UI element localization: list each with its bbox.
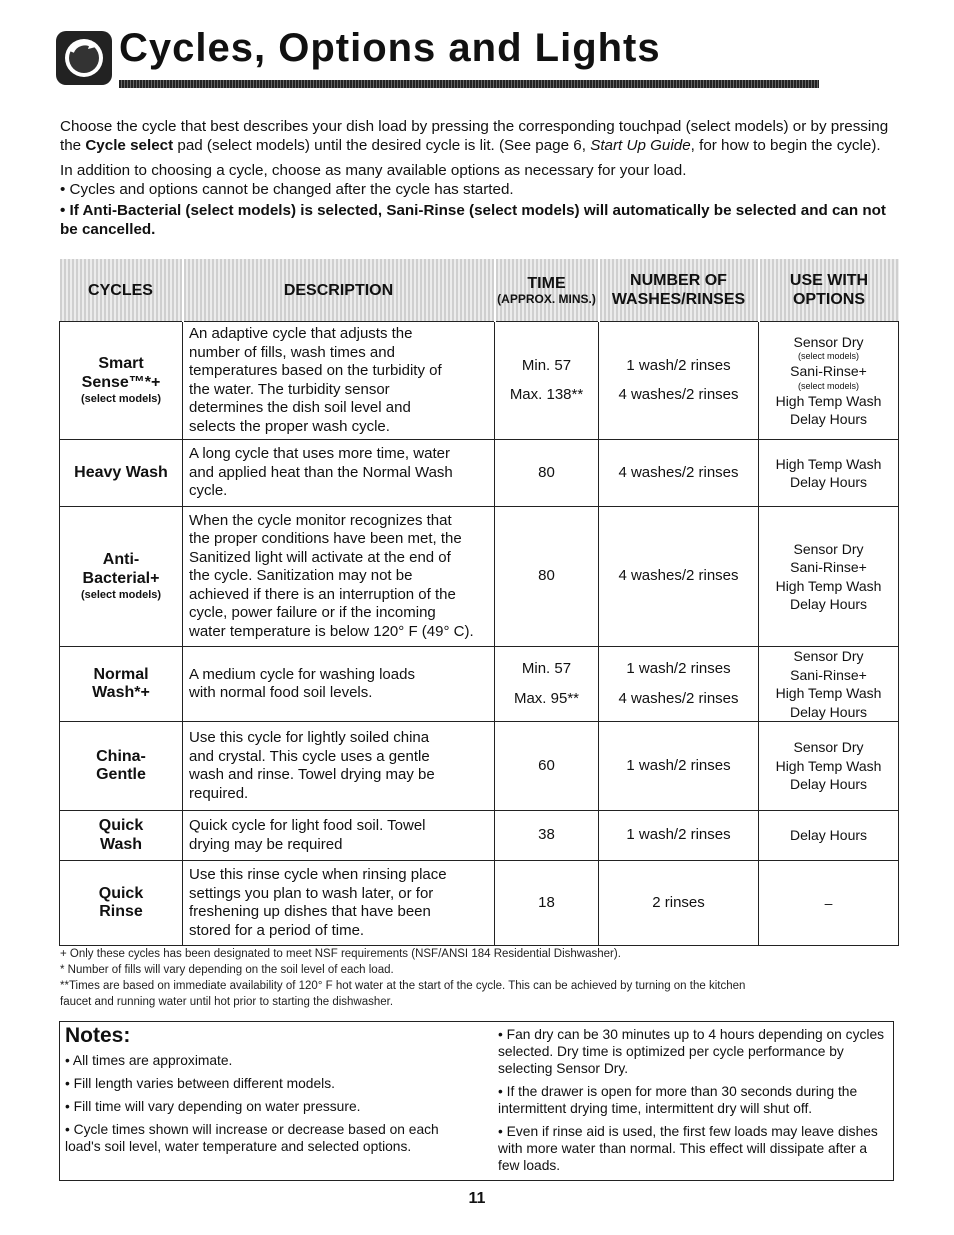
page-number: 11	[468, 1190, 486, 1207]
description-line: the proper conditions have been met, the	[189, 530, 462, 548]
description-line: wash and rinse. Towel drying may be	[189, 766, 435, 783]
description-line: selects the proper wash cycle.	[189, 417, 390, 435]
description-line: water temperature is below 120° F (49° C).	[189, 622, 474, 640]
footnote-star: * Number of fills will vary depending on the soil level of each load.	[60, 964, 394, 976]
footnotes	[60, 946, 920, 1010]
intro-text	[60, 117, 900, 239]
intro-p1-a: Choose the cycle that best describes your dish load by pressing the corresponding touchpad (select models) or by pressing the	[60, 118, 889, 154]
time-cell: 80	[495, 507, 599, 647]
option-item: Delay Hours	[789, 827, 868, 844]
cycle-name-cell	[60, 322, 183, 440]
note-item: • All times are approximate.	[65, 1053, 233, 1068]
footnote-plus: + Only these cycles has been designated to meet NSF requirements (NSF/ANSI 184 Residential Dishwasher).	[60, 948, 621, 960]
header-washes: NUMBER OF WASHES/RINSES	[599, 259, 759, 322]
cycle-note: (select models)	[80, 393, 162, 405]
cycle-name-cell	[60, 507, 183, 647]
description-line: determines the dish soil level and	[189, 399, 411, 416]
cycle-name: Gentle	[96, 766, 146, 783]
cycle-name-cell	[60, 722, 183, 811]
options-cell	[759, 440, 899, 507]
washes-cell: 1 wash/2 rinses	[599, 811, 759, 861]
option-item: Sensor Dry	[793, 333, 864, 350]
description-line: cycle, power failure or if the incoming	[189, 604, 436, 622]
time-value: Min. 57	[521, 660, 572, 677]
description-cell	[183, 440, 495, 507]
notes-title: Notes:	[65, 1024, 131, 1047]
time-cell: 18	[495, 861, 599, 946]
cycle-name: Anti-	[102, 551, 140, 568]
intro-bullet-1: • Cycles and options cannot be changed after the cycle has started.	[60, 181, 514, 198]
note-item: • If the drawer is open for more than 30 seconds during the intermittent drying time, intermittent dry will shut off.	[498, 1084, 858, 1116]
table-header-row	[60, 259, 899, 322]
description-line: A medium cycle for washing loads	[189, 665, 415, 683]
option-item: –	[824, 894, 833, 911]
washes-cell: 4 washes/2 rinses	[599, 440, 759, 507]
washes-cell: 4 washes/2 rinses	[599, 507, 759, 647]
intro-p1-b: pad (select models) until the desired cycle is lit. (See page 6,	[173, 137, 591, 154]
cycle-name: Quick	[98, 884, 144, 902]
header-time-label: TIME	[527, 275, 566, 292]
page-header	[55, 26, 760, 88]
note-item: • Fan dry can be 30 minutes up to 4 hours depending on cycles selected. Dry time is optimized per cycle performance by selecting Sensor Dry.	[498, 1027, 885, 1076]
option-item: High Temp Wash	[775, 577, 882, 594]
option-note: (select models)	[797, 351, 860, 361]
table-row	[60, 647, 899, 722]
description-cell	[183, 861, 495, 946]
notes-box	[59, 1021, 894, 1181]
page-title: Cycles, Options and Lights	[119, 26, 661, 70]
cycle-name: Quick	[98, 817, 144, 834]
time-cell: 38	[495, 811, 599, 861]
description-line: and applied heat than the Normal Wash	[189, 463, 453, 481]
option-item: High Temp Wash	[775, 455, 882, 472]
header-cycles: CYCLES	[60, 259, 183, 322]
header-time	[495, 259, 599, 322]
option-item: Sani-Rinse+	[790, 363, 867, 379]
description-line: temperatures based on the turbidity of	[189, 362, 442, 379]
description-cell	[183, 507, 495, 647]
note-item: • Even if rinse aid is used, the first few loads may leave dishes with more water than normal. This effect will dissipate after a few loads.	[498, 1124, 878, 1173]
description-line: Quick cycle for light food soil. Towel	[189, 817, 426, 834]
footnote-double-star: **Times are based on immediate availability of 120° F hot water at the start of the cycle. This can be achieved by turning on the kitchen	[60, 980, 746, 992]
description-cell	[183, 722, 495, 811]
description-line: the cycle. Sanitization may not be	[189, 567, 413, 585]
description-cell	[183, 647, 495, 722]
option-item: Delay Hours	[789, 776, 868, 793]
washes-value: 1 wash/2 rinses	[626, 660, 731, 677]
time-value: Min. 57	[521, 356, 572, 374]
table-row	[60, 440, 899, 507]
option-item: Sensor Dry	[793, 540, 864, 557]
intro-p1-c: , for how to begin the cycle).	[690, 137, 881, 154]
time-value: Max. 95**	[513, 689, 580, 707]
intro-bullet-2: • If Anti-Bacterial (select models) is selected, Sani-Rinse (select models) will automatically be selected and can not be cancelled.	[60, 202, 886, 238]
table-row	[60, 322, 899, 440]
cycle-name: Bacterial+	[82, 569, 160, 587]
cycles-table	[59, 259, 899, 946]
time-cell	[495, 647, 599, 722]
time-cell: 80	[495, 440, 599, 507]
intro-p1-bold: Cycle select	[85, 137, 174, 154]
option-note: (select models)	[797, 380, 860, 391]
option-item: High Temp Wash	[775, 392, 882, 409]
description-line: drying may be required	[189, 835, 343, 853]
option-item: High Temp Wash	[775, 685, 882, 701]
description-line: and crystal. This cycle uses a gentle	[189, 747, 430, 765]
intro-paragraph-2: In addition to choosing a cycle, choose as many available options as necessary for your load.	[60, 162, 687, 179]
time-cell	[495, 322, 599, 440]
time-value: Max. 138**	[509, 386, 584, 403]
washes-value: 1 wash/2 rinses	[626, 356, 731, 374]
options-cell	[759, 322, 899, 440]
option-item: Sani-Rinse+	[790, 666, 867, 683]
title-underline	[119, 80, 819, 88]
table-row	[60, 861, 899, 946]
notes-left-column	[65, 1052, 475, 1161]
table-row	[60, 722, 899, 811]
cycle-name: Smart	[98, 355, 144, 372]
description-line: number of fills, wash times and	[189, 343, 395, 361]
option-item: Sensor Dry	[793, 648, 864, 664]
description-line: When the cycle monitor recognizes that	[189, 511, 452, 529]
header-options: USE WITH OPTIONS	[759, 259, 899, 322]
description-line: required.	[189, 784, 249, 802]
table-row	[60, 811, 899, 861]
dishwasher-cycle-icon	[55, 30, 113, 86]
washes-value: 4 washes/2 rinses	[618, 689, 739, 707]
cycle-name-cell	[60, 440, 183, 507]
description-line: Use this rinse cycle when rinsing place	[189, 866, 447, 883]
option-item: Delay Hours	[789, 703, 868, 720]
options-cell	[759, 861, 899, 946]
description-cell	[183, 811, 495, 861]
cycle-name: Wash	[99, 835, 143, 853]
description-line: cycle.	[189, 482, 228, 500]
notes-right-column	[498, 1026, 890, 1180]
options-cell	[759, 507, 899, 647]
time-cell: 60	[495, 722, 599, 811]
washes-cell	[599, 322, 759, 440]
description-line: with normal food soil levels.	[189, 684, 373, 701]
options-cell	[759, 811, 899, 861]
washes-cell	[599, 647, 759, 722]
cycle-note: (select models)	[80, 589, 162, 601]
intro-p1-italic: Start Up Guide	[590, 137, 691, 154]
cycle-name-cell	[60, 861, 183, 946]
description-line: freshening up dishes that have been	[189, 903, 431, 920]
header-description: DESCRIPTION	[183, 259, 495, 322]
cycle-name: Sense™*+	[81, 373, 161, 391]
intro-paragraph-1	[60, 117, 900, 155]
footnote-double-star-cont: faucet and running water until hot prior to starting the dishwasher.	[60, 996, 394, 1008]
description-line: the water. The turbidity sensor	[189, 380, 390, 398]
description-cell	[183, 322, 495, 440]
option-item: Delay Hours	[789, 474, 868, 490]
washes-value: 4 washes/2 rinses	[618, 386, 739, 403]
cycle-name: Heavy Wash	[74, 463, 168, 481]
description-line: A long cycle that uses more time, water	[189, 445, 450, 463]
note-item: • Fill length varies between different models.	[65, 1076, 335, 1091]
cycle-name: China-	[96, 747, 146, 765]
cycle-name: Rinse	[99, 903, 143, 920]
description-line: Use this cycle for lightly soiled china	[189, 729, 430, 746]
washes-cell: 1 wash/2 rinses	[599, 722, 759, 811]
header-time-sub: (APPROX. MINS.)	[497, 292, 596, 306]
cycle-name: Wash*+	[92, 684, 150, 701]
option-item: Delay Hours	[789, 411, 868, 427]
description-line: stored for a period of time.	[189, 921, 365, 939]
option-item: Sani-Rinse+	[790, 559, 867, 575]
table-row	[60, 507, 899, 647]
description-line: achieved if there is an interruption of the	[189, 585, 456, 603]
options-cell	[759, 722, 899, 811]
option-item: Delay Hours	[789, 596, 868, 612]
washes-cell: 2 rinses	[599, 861, 759, 946]
cycle-name-cell	[60, 647, 183, 722]
description-line: settings you plan to wash later, or for	[189, 884, 434, 902]
description-line: Sanitized light will activate at the end of	[189, 548, 451, 566]
option-item: High Temp Wash	[775, 757, 882, 774]
cycle-name-cell	[60, 811, 183, 861]
note-item: • Fill time will vary depending on water pressure.	[65, 1099, 361, 1114]
note-item: • Cycle times shown will increase or decrease based on each load's soil level, water temperature and selected options.	[65, 1122, 439, 1154]
option-item: Sensor Dry	[793, 739, 864, 756]
description-line: An adaptive cycle that adjusts the	[189, 325, 413, 342]
cycle-name: Normal	[93, 665, 149, 683]
options-cell	[759, 647, 899, 722]
